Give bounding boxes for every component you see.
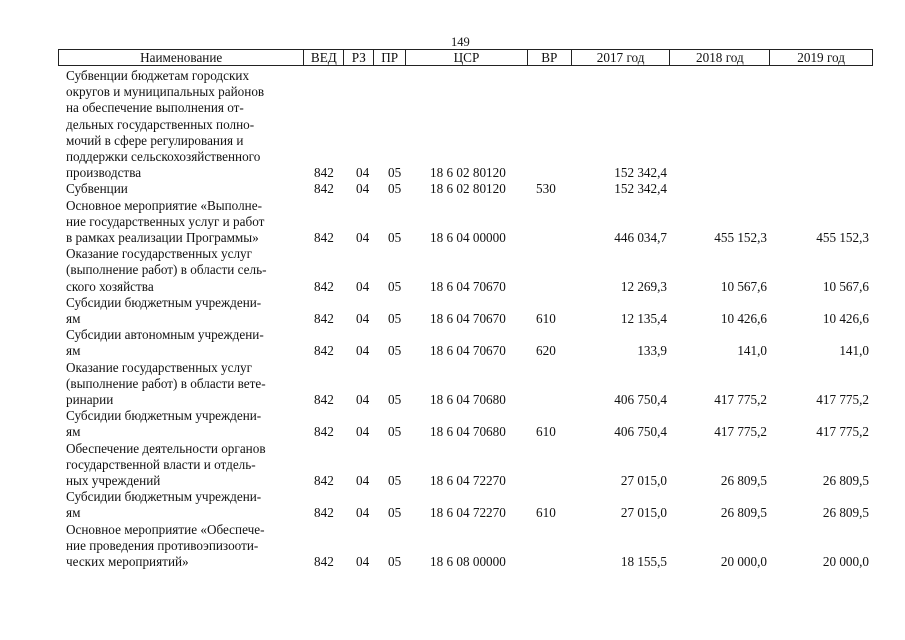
cell-pr: 05 <box>388 278 402 294</box>
cell-name-line: ние проведения противоэпизооти- <box>66 537 259 553</box>
cell-name-line: Субвенции <box>66 181 128 197</box>
cell-ved: 842 <box>314 392 334 408</box>
cell-rz: 04 <box>356 311 370 327</box>
cell-2018: 26 809,5 <box>720 505 767 521</box>
table-row <box>58 441 873 490</box>
cell-2017: 406 750,4 <box>614 392 667 408</box>
table-body <box>58 68 873 570</box>
cell-name-line: ям <box>66 343 81 359</box>
cell-csr: 18 6 02 80120 <box>430 181 506 197</box>
cell-vr: 530 <box>536 181 556 197</box>
cell-ved: 842 <box>314 165 334 181</box>
cell-csr: 18 6 04 72270 <box>430 505 506 521</box>
cell-name-line: Субсидии бюджетным учреждени- <box>66 408 262 424</box>
cell-csr: 18 6 02 80120 <box>430 165 506 181</box>
cell-name <box>58 489 304 521</box>
cell-pr: 05 <box>388 181 402 197</box>
cell-pr: 05 <box>388 230 402 246</box>
cell-name-line: Обеспечение деятельности органов <box>66 440 266 456</box>
cell-name-line: ям <box>66 311 81 327</box>
table-row <box>58 522 873 571</box>
header-rz: РЗ <box>344 50 374 65</box>
cell-2019: 417 775,2 <box>816 424 869 440</box>
cell-pr: 05 <box>388 554 402 570</box>
cell-name <box>58 522 304 571</box>
cell-name-line: ям <box>66 505 81 521</box>
cell-name-line: (выполнение работ) в области сель- <box>66 262 267 278</box>
cell-name <box>58 441 304 490</box>
cell-2019: 20 000,0 <box>822 554 869 570</box>
cell-2018: 10 426,6 <box>720 311 767 327</box>
header-pr: ПР <box>374 50 406 65</box>
table-header <box>58 49 873 66</box>
cell-2018: 417 775,2 <box>714 424 767 440</box>
cell-vr: 610 <box>536 424 556 440</box>
cell-vr: 610 <box>536 505 556 521</box>
cell-rz: 04 <box>356 392 370 408</box>
cell-ved: 842 <box>314 181 334 197</box>
cell-2019: 10 426,6 <box>822 311 869 327</box>
cell-2019: 26 809,5 <box>822 473 869 489</box>
cell-name-line: Основное мероприятие «Выполне- <box>66 197 262 213</box>
cell-2018: 455 152,3 <box>714 230 767 246</box>
cell-2017: 133,9 <box>637 343 667 359</box>
cell-name-line: дельных государственных полно- <box>66 116 255 132</box>
cell-2019: 141,0 <box>839 343 869 359</box>
cell-2019: 455 152,3 <box>816 230 869 246</box>
cell-2017: 27 015,0 <box>620 473 667 489</box>
cell-name-line: Субсидии бюджетным учреждени- <box>66 489 262 505</box>
cell-pr: 05 <box>388 473 402 489</box>
cell-name-line: Субсидии бюджетным учреждени- <box>66 294 262 310</box>
cell-name-line: округов и муниципальных районов <box>66 84 265 100</box>
cell-name-line: Оказание государственных услуг <box>66 246 253 262</box>
cell-pr: 05 <box>388 343 402 359</box>
cell-rz: 04 <box>356 278 370 294</box>
cell-2017: 446 034,7 <box>614 230 667 246</box>
cell-csr: 18 6 08 00000 <box>430 554 506 570</box>
cell-name <box>58 360 304 409</box>
cell-rz: 04 <box>356 473 370 489</box>
cell-name <box>58 246 304 295</box>
cell-2019: 26 809,5 <box>822 505 869 521</box>
cell-pr: 05 <box>388 311 402 327</box>
cell-2018: 10 567,6 <box>720 278 767 294</box>
header-2019: 2019 год <box>797 50 845 65</box>
cell-rz: 04 <box>356 230 370 246</box>
cell-ved: 842 <box>314 424 334 440</box>
cell-csr: 18 6 04 70670 <box>430 343 506 359</box>
table-row <box>58 327 873 359</box>
cell-name-line: ского хозяйства <box>66 278 154 294</box>
cell-name-line: мочий в сфере регулирования и <box>66 132 244 148</box>
cell-2018: 26 809,5 <box>720 473 767 489</box>
table-row <box>58 246 873 295</box>
cell-name-line: на обеспечение выполнения от- <box>66 100 244 116</box>
header-csr: ЦСР <box>406 50 528 65</box>
cell-rz: 04 <box>356 181 370 197</box>
cell-csr: 18 6 04 70670 <box>430 311 506 327</box>
table-row <box>58 198 873 247</box>
header-name: Наименование <box>59 50 304 65</box>
header-2018: 2018 год <box>670 50 770 65</box>
cell-ved: 842 <box>314 311 334 327</box>
cell-name-line: ческих мероприятий» <box>66 554 189 570</box>
cell-name <box>58 181 304 197</box>
cell-name-line: ных учреждений <box>66 473 161 489</box>
cell-2017: 152 342,4 <box>614 181 667 197</box>
cell-name-line: поддержки сельскохозяйственного <box>66 149 261 165</box>
cell-csr: 18 6 04 70670 <box>430 278 506 294</box>
cell-pr: 05 <box>388 505 402 521</box>
cell-name-line: государственной власти и отдель- <box>66 456 256 472</box>
cell-2018: 417 775,2 <box>714 392 767 408</box>
cell-csr: 18 6 04 70680 <box>430 392 506 408</box>
cell-pr: 05 <box>388 424 402 440</box>
cell-name-line: ние государственных услуг и работ <box>66 213 265 229</box>
cell-2017: 406 750,4 <box>614 424 667 440</box>
cell-name-line: (выполнение работ) в области вете- <box>66 375 266 391</box>
cell-ved: 842 <box>314 473 334 489</box>
cell-name <box>58 295 304 327</box>
cell-vr: 620 <box>536 343 556 359</box>
cell-name-line: производства <box>66 165 142 181</box>
cell-rz: 04 <box>356 424 370 440</box>
header-vr: ВР <box>528 50 572 65</box>
cell-pr: 05 <box>388 165 402 181</box>
header-ved: ВЕД <box>304 50 344 65</box>
table-row <box>58 181 873 197</box>
cell-vr: 610 <box>536 311 556 327</box>
cell-rz: 04 <box>356 505 370 521</box>
cell-name-line: в рамках реализации Программы» <box>66 230 259 246</box>
cell-csr: 18 6 04 00000 <box>430 230 506 246</box>
cell-name <box>58 68 304 181</box>
cell-csr: 18 6 04 70680 <box>430 424 506 440</box>
cell-name-line: Субсидии автономным учреждени- <box>66 327 264 343</box>
cell-2017: 152 342,4 <box>614 165 667 181</box>
cell-name-line: Основное мероприятие «Обеспече- <box>66 521 265 537</box>
cell-name <box>58 408 304 440</box>
cell-ved: 842 <box>314 343 334 359</box>
cell-name <box>58 327 304 359</box>
cell-name-line: Оказание государственных услуг <box>66 359 253 375</box>
cell-pr: 05 <box>388 392 402 408</box>
cell-2018: 141,0 <box>737 343 767 359</box>
cell-ved: 842 <box>314 505 334 521</box>
cell-name-line: Субвенции бюджетам городских <box>66 68 250 83</box>
header-2017: 2017 год <box>572 50 671 65</box>
cell-name <box>58 198 304 247</box>
cell-rz: 04 <box>356 554 370 570</box>
table-row <box>58 295 873 327</box>
cell-name-line: ринарии <box>66 392 114 408</box>
cell-rz: 04 <box>356 343 370 359</box>
cell-ved: 842 <box>314 554 334 570</box>
cell-2017: 12 135,4 <box>620 311 667 327</box>
table-row <box>58 68 873 181</box>
page-number: 149 <box>451 35 470 49</box>
table-row <box>58 408 873 440</box>
cell-2019: 10 567,6 <box>822 278 869 294</box>
cell-ved: 842 <box>314 278 334 294</box>
cell-csr: 18 6 04 72270 <box>430 473 506 489</box>
cell-2018: 20 000,0 <box>720 554 767 570</box>
cell-2017: 27 015,0 <box>620 505 667 521</box>
cell-rz: 04 <box>356 165 370 181</box>
cell-ved: 842 <box>314 230 334 246</box>
table-row <box>58 489 873 521</box>
cell-2017: 18 155,5 <box>620 554 667 570</box>
cell-name-line: ям <box>66 424 81 440</box>
table-row <box>58 360 873 409</box>
cell-2017: 12 269,3 <box>620 278 667 294</box>
cell-2019: 417 775,2 <box>816 392 869 408</box>
